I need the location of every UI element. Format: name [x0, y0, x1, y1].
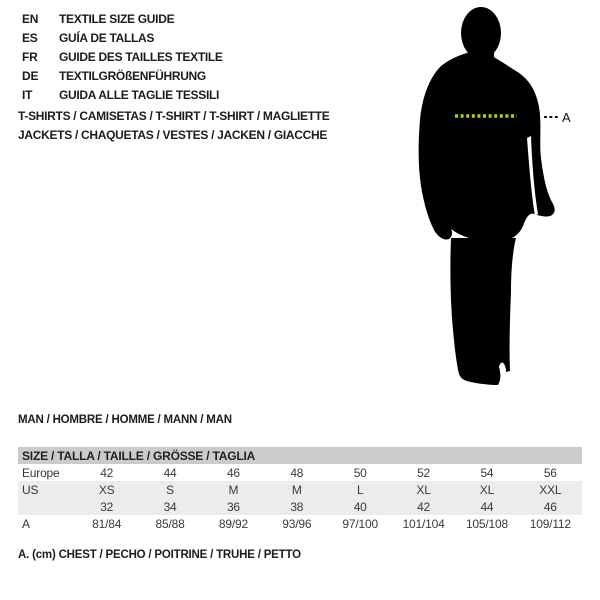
- size-table-header-row: [18, 447, 582, 464]
- table-cell: 42: [100, 465, 114, 480]
- table-cell: 97/100: [342, 516, 378, 531]
- table-cell: XS: [75, 481, 138, 498]
- table-cell: 34: [138, 498, 201, 515]
- table-cell: 44: [163, 465, 177, 480]
- table-cell: 36: [202, 498, 265, 515]
- table-cell: 44: [455, 498, 518, 515]
- table-cell: 89/92: [218, 516, 248, 531]
- language-label: GUÍA DE TALLAS: [59, 30, 155, 45]
- language-code: FR: [22, 49, 38, 64]
- size-table: [18, 447, 582, 532]
- table-cell: S: [138, 481, 201, 498]
- language-row-fr: [22, 47, 223, 66]
- table-cell: 50: [353, 465, 367, 480]
- table-cell: 93/96: [282, 516, 312, 531]
- table-row-europe: [18, 464, 582, 481]
- section-title-man: MAN / HOMBRE / HOMME / MANN / MAN: [18, 414, 232, 426]
- language-label: GUIDE DES TAILLES TEXTILE: [59, 49, 223, 64]
- category-line-jackets: JACKETS / CHAQUETAS / VESTES / JACKEN / GIACCHE: [18, 128, 328, 142]
- man-silhouette-figure: [405, 2, 573, 398]
- table-cell: L: [329, 481, 392, 498]
- language-code: DE: [22, 68, 39, 83]
- table-cell: M: [202, 481, 265, 498]
- row-label: Europe: [22, 465, 60, 480]
- table-cell: 85/88: [155, 516, 185, 531]
- language-row-de: [22, 66, 223, 85]
- footnote-chest-measure: A. (cm) CHEST / PECHO / POITRINE / TRUHE / PETTO: [18, 549, 301, 561]
- table-row-us: [18, 481, 582, 498]
- table-cell: 101/104: [402, 516, 445, 531]
- measurement-label-a: A: [562, 110, 571, 125]
- table-cell: 46: [226, 465, 240, 480]
- table-cell: 54: [480, 465, 494, 480]
- category-list: [18, 107, 330, 145]
- language-label: TEXTILE SIZE GUIDE: [59, 11, 175, 26]
- table-cell: 42: [392, 498, 455, 515]
- table-cell: 109/112: [529, 516, 571, 531]
- language-label: GUIDA ALLE TAGLIE TESSILI: [59, 87, 220, 102]
- table-cell: 56: [543, 465, 557, 480]
- table-cell: XL: [392, 481, 455, 498]
- category-line-tshirts: T-SHIRTS / CAMISETAS / T-SHIRT / T-SHIRT / MAGLIETTE: [18, 109, 330, 123]
- language-row-es: [22, 28, 223, 47]
- table-cell: 46: [519, 498, 582, 515]
- table-cell: XL: [455, 481, 518, 498]
- table-row-chest-a: [18, 515, 582, 532]
- language-list: [22, 9, 223, 104]
- table-cell: 81/84: [92, 516, 122, 531]
- man-silhouette-svg: [405, 2, 573, 398]
- language-row-it: [22, 85, 223, 104]
- table-cell: M: [265, 481, 328, 498]
- row-label: US: [18, 481, 75, 498]
- table-cell: 40: [329, 498, 392, 515]
- table-cell: XXL: [519, 481, 582, 498]
- table-cell: 48: [290, 465, 304, 480]
- row-label: [18, 498, 75, 515]
- row-label: A: [22, 516, 30, 531]
- table-cell: 32: [75, 498, 138, 515]
- size-table-header: SIZE / TALLA / TAILLE / GRÖSSE / TAGLIA: [18, 447, 582, 464]
- language-row-en: [22, 9, 223, 28]
- language-code: EN: [22, 11, 39, 26]
- table-cell: 38: [265, 498, 328, 515]
- table-row-numeric: [18, 498, 582, 515]
- table-cell: 105/108: [465, 516, 508, 531]
- table-cell: 52: [417, 465, 431, 480]
- language-code: IT: [22, 87, 33, 102]
- language-code: ES: [22, 30, 38, 45]
- language-label: TEXTILGRÖßENFÜHRUNG: [59, 68, 206, 83]
